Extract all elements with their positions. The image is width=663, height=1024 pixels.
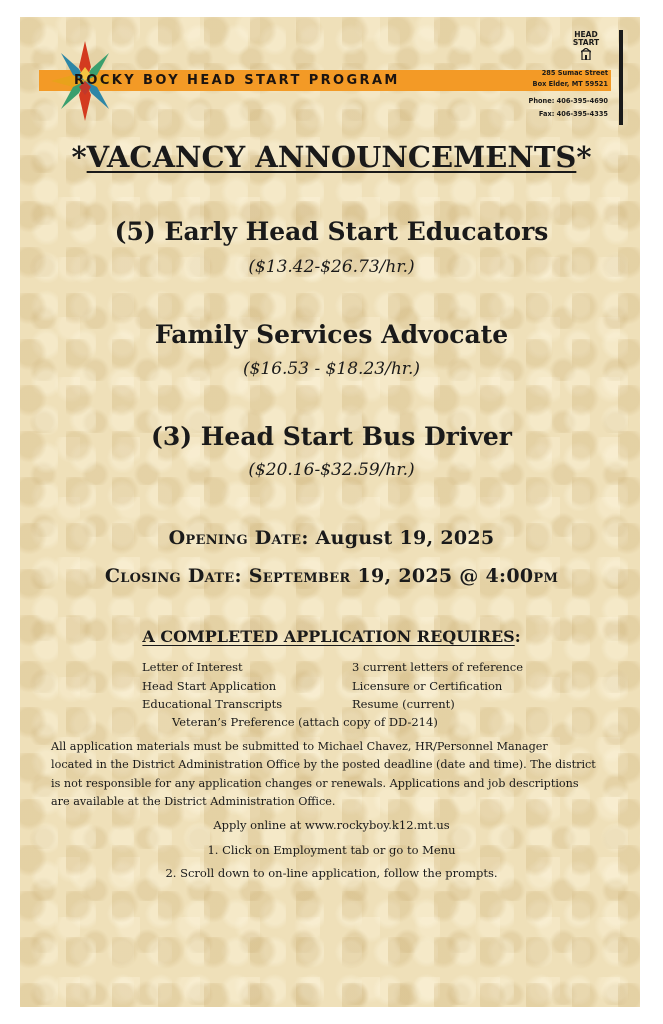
address-block — [500, 68, 608, 90]
position-pay: ($13.42-$26.73/hr.) — [248, 257, 415, 277]
requirement-item: Letter of Interest — [142, 660, 243, 674]
contact-block — [500, 95, 608, 121]
opening-date-value: August 19, 2025 — [315, 527, 495, 549]
apply-step: 1. Click on Employment tab or go to Menu — [207, 843, 456, 857]
requirement-item: Resume (current) — [352, 697, 455, 711]
logo-text-start: START — [572, 37, 600, 47]
submission-line: are available at the District Administration Office. — [51, 794, 336, 808]
opening-date-label: Opening Date: — [168, 527, 309, 549]
position-pay: ($20.16-$32.59/hr.) — [248, 460, 415, 480]
fax-number: Fax: 406-395-4335 — [538, 110, 608, 118]
logo-text-head: HEAD — [574, 30, 598, 39]
position-pay: ($16.53 - $18.23/hr.) — [242, 359, 421, 379]
address-city: Box Elder, MT 59521 — [532, 80, 608, 88]
submission-line: is not responsible for any application changes or renewals. Applications and job descriptions — [51, 776, 579, 790]
veteran-preference: Veteran’s Preference (attach copy of DD-214) — [172, 715, 438, 729]
phone-number: Phone: 406-395-4690 — [528, 97, 608, 105]
title-prefix: * — [71, 140, 87, 174]
requirement-item: 3 current letters of reference — [352, 660, 524, 674]
title-text: VACANCY ANNOUNCEMENTS — [86, 140, 577, 174]
requirement-item: Head Start Application — [142, 679, 277, 693]
address-street: 285 Sumac Street — [541, 69, 608, 77]
apply-online-link[interactable]: Apply online at www.rockyboy.k12.mt.us — [213, 818, 450, 832]
closing-date-value: September 19, 2025 @ 4:00pm — [248, 565, 559, 587]
building-icon — [581, 48, 591, 60]
position-title: (5) Early Head Start Educators — [114, 217, 549, 246]
requirement-item: Licensure or Certification — [352, 679, 503, 693]
submission-line: located in the District Administration Office by the posted deadline (date and time). The district — [51, 758, 596, 772]
requirements-heading-text: A COMPLETED APPLICATION REQUIRES — [142, 627, 515, 646]
title-suffix: * — [576, 140, 592, 174]
requirement-item: Educational Transcripts — [142, 697, 283, 711]
program-name: ROCKY BOY HEAD START PROGRAM — [74, 73, 400, 88]
opening-date — [0, 527, 663, 549]
header-divider — [619, 30, 623, 125]
page-title — [0, 140, 663, 174]
requirements-heading-colon: : — [514, 627, 521, 646]
position-title: Family Services Advocate — [154, 320, 509, 349]
apply-step: 2. Scroll down to on-line application, follow the prompts. — [165, 866, 498, 880]
closing-date — [0, 565, 663, 587]
position-title: (3) Head Start Bus Driver — [151, 422, 512, 451]
head-start-logo — [566, 31, 606, 62]
submission-line: All application materials must be submitted to Michael Chavez, HR/Personnel Manager — [51, 740, 548, 753]
submission-instructions — [51, 738, 601, 811]
requirements-heading — [0, 627, 663, 646]
closing-date-label: Closing Date: — [104, 565, 242, 587]
